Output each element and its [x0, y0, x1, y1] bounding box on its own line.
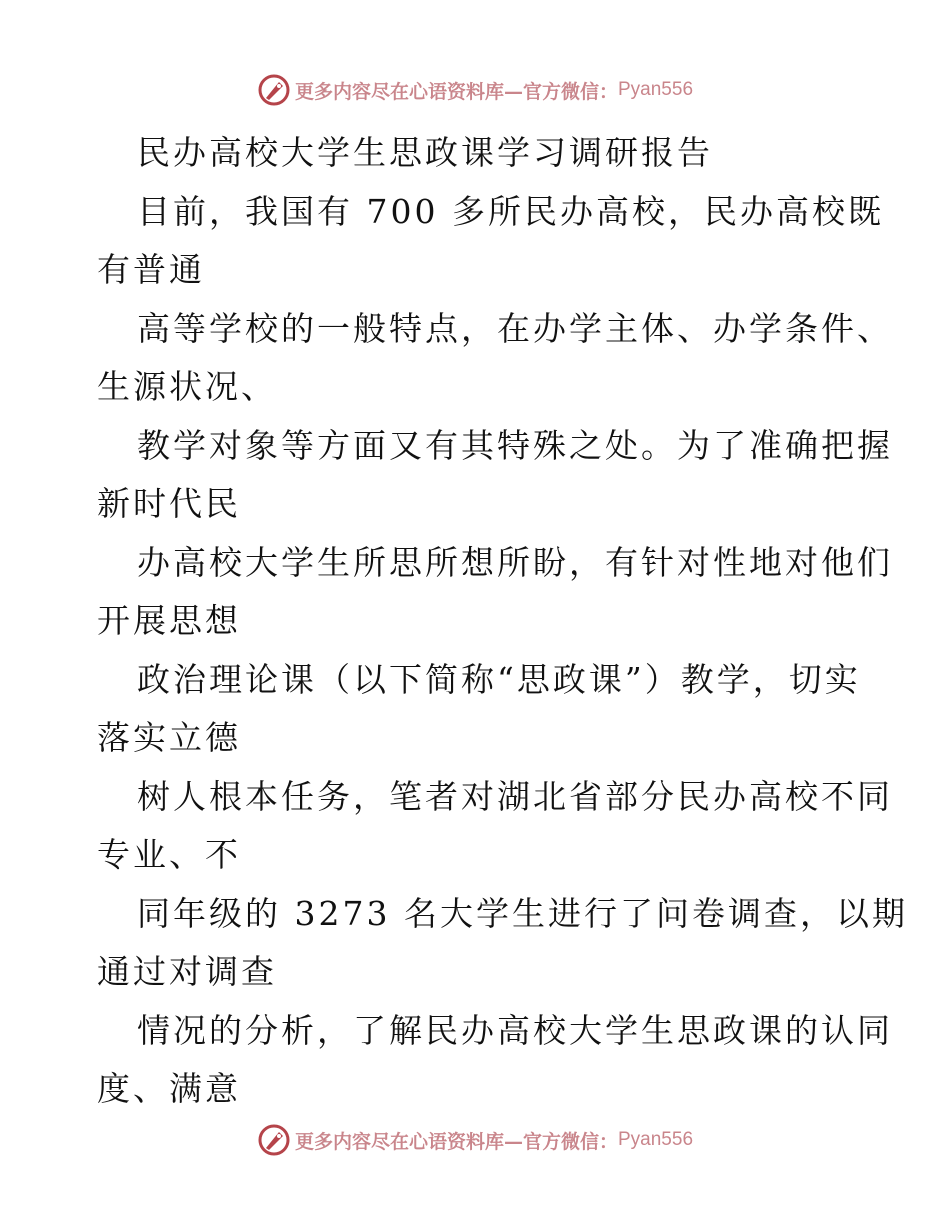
banner-text: 更多内容尽在心语资料库—官方微信：: [294, 1130, 618, 1153]
footer-banner: [0, 1120, 950, 1160]
text-line: 树人根本任务，笔者对湖北省部分民办高校不同: [137, 776, 893, 816]
text-line: 政治理论课（以下简称“思政课”）教学，切实: [137, 659, 861, 699]
header-banner: [0, 70, 950, 110]
pen-nib-logo-icon: [257, 1123, 291, 1157]
text-line: 落实立德: [97, 718, 241, 757]
document-title: 民办高校大学生思政课学习调研报告: [137, 133, 713, 172]
banner-text: 更多内容尽在心语资料库—官方微信：: [294, 80, 618, 103]
text-line: 办高校大学生所思所想所盼，有针对性地对他们: [137, 542, 893, 582]
text-line: 生源状况、: [97, 367, 277, 406]
banner-wechat-id: Pyan556: [618, 79, 694, 100]
text-line: 通过对调查: [97, 952, 277, 991]
text-line: 度、满意: [97, 1069, 241, 1108]
text-line: 教学对象等方面又有其特殊之处。为了准确把握: [137, 425, 893, 465]
text-line: 目前，我国有 700 多所民办高校，民办高校既: [137, 191, 884, 231]
banner-wechat-id: Pyan556: [618, 1129, 694, 1150]
text-line: 新时代民: [97, 484, 241, 523]
text-line: 情况的分析，了解民办高校大学生思政课的认同: [137, 1010, 893, 1050]
text-line: 有普通: [97, 250, 205, 289]
pen-nib-logo-icon: [257, 73, 291, 107]
text-line: 同年级的 3273 名大学生进行了问卷调查，以期: [137, 893, 908, 933]
text-line: 开展思想: [97, 601, 241, 640]
document-body: [97, 124, 908, 1119]
text-line: 高等学校的一般特点，在办学主体、办学条件、: [137, 308, 893, 348]
text-line: 专业、不: [97, 835, 241, 874]
